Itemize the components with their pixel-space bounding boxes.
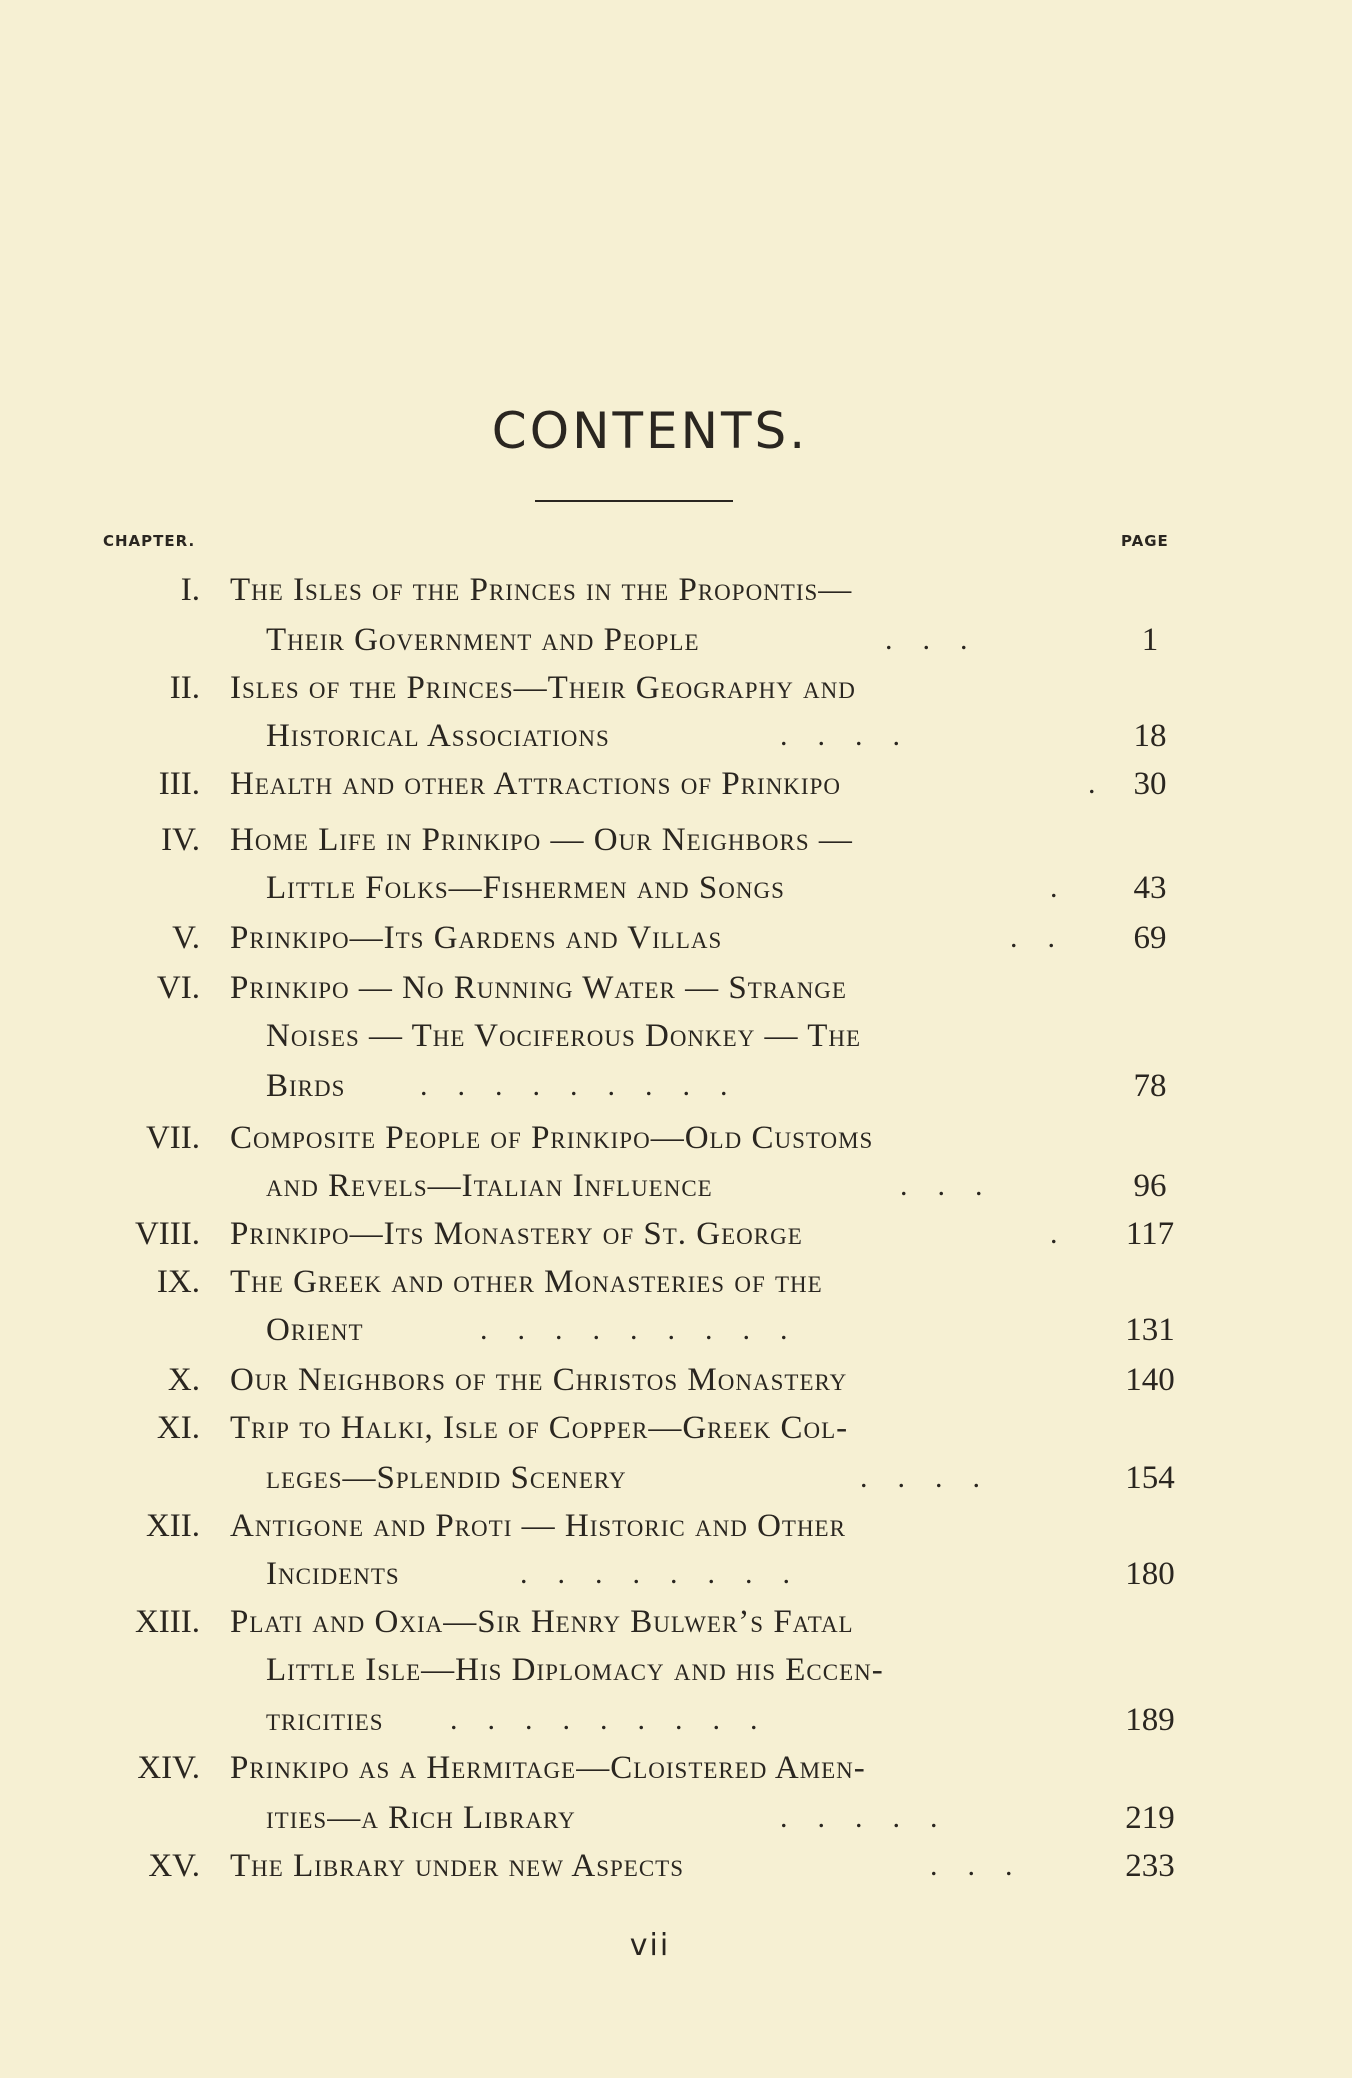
chapter-number: III. xyxy=(158,766,200,802)
page-column-header: PAGE xyxy=(1121,532,1169,550)
chapter-title: Prinkipo as a Hermitage—Cloistered Amen- xyxy=(230,1750,866,1786)
page-number: 1 xyxy=(1141,622,1159,658)
chapter-number: II. xyxy=(169,670,200,706)
chapter-number: XIV. xyxy=(137,1750,200,1786)
dot-leader: ... xyxy=(885,623,998,656)
chapter-title-continued: Birds xyxy=(266,1068,346,1104)
dot-leader: . xyxy=(1088,767,1126,800)
page-number: 233 xyxy=(1125,1848,1175,1884)
chapter-number: IX. xyxy=(156,1264,200,1300)
chapter-title-continued: Incidents xyxy=(266,1556,400,1592)
dot-leader: ........ xyxy=(520,1557,820,1590)
chapter-title-continued: tricities xyxy=(266,1702,384,1738)
dot-leader: ..... xyxy=(780,1801,968,1834)
page-number: 43 xyxy=(1133,870,1167,906)
chapter-title: Home Life in Prinkipo — Our Neighbors — xyxy=(230,822,853,858)
dot-leader: . xyxy=(1050,1217,1088,1250)
chapter-title: Plati and Oxia—Sir Henry Bulwer’s Fatal xyxy=(230,1604,854,1640)
page-number: 18 xyxy=(1133,718,1167,754)
dot-leader: .. xyxy=(1010,921,1085,954)
dot-leader: ......... xyxy=(420,1069,758,1102)
chapter-number: XII. xyxy=(145,1508,200,1544)
page-folio: vii xyxy=(629,1928,671,1963)
chapter-title: The Library under new Aspects xyxy=(230,1848,685,1884)
page-number: 30 xyxy=(1133,766,1167,802)
dot-leader: .... xyxy=(860,1461,1010,1494)
dot-leader: ......... xyxy=(450,1703,788,1736)
chapter-title: Health and other Attractions of Prinkipo xyxy=(230,766,841,802)
page-title: CONTENTS. xyxy=(491,402,809,460)
chapter-title-continued: leges—Splendid Scenery xyxy=(266,1460,627,1496)
page-number: 180 xyxy=(1125,1556,1175,1592)
page-number: 219 xyxy=(1125,1800,1175,1836)
dot-leader: ... xyxy=(900,1169,1013,1202)
page-number: 154 xyxy=(1125,1460,1175,1496)
chapter-title-continued: Noises — The Vociferous Donkey — The xyxy=(266,1018,862,1054)
chapter-title-continued: ities—a Rich Library xyxy=(266,1800,576,1836)
dot-leader: ......... xyxy=(480,1313,818,1346)
dot-leader: .... xyxy=(780,719,930,752)
page-number: 69 xyxy=(1133,920,1167,956)
page-number: 131 xyxy=(1125,1312,1175,1348)
chapter-title-continued: Little Folks—Fishermen and Songs xyxy=(266,870,785,906)
chapter-number: XI. xyxy=(156,1410,200,1446)
chapter-title-continued: Their Government and People xyxy=(266,622,700,658)
chapter-number: V. xyxy=(172,920,200,956)
chapter-title-continued: Historical Associations xyxy=(266,718,610,754)
chapter-number: XV. xyxy=(148,1848,200,1884)
chapter-title: Prinkipo — No Running Water — Strange xyxy=(230,970,847,1006)
chapter-title: Antigone and Proti — Historic and Other xyxy=(230,1508,846,1544)
chapter-title: Prinkipo—Its Monastery of St. George xyxy=(230,1216,803,1252)
page-number: 189 xyxy=(1125,1702,1175,1738)
title-rule xyxy=(535,500,733,502)
chapter-title: Composite People of Prinkipo—Old Customs xyxy=(230,1120,874,1156)
page-number: 96 xyxy=(1133,1168,1167,1204)
chapter-title: Our Neighbors of the Christos Monastery xyxy=(230,1362,848,1398)
chapter-number: X. xyxy=(167,1362,200,1398)
page-number: 140 xyxy=(1125,1362,1175,1398)
chapter-title: Trip to Halki, Isle of Copper—Greek Col- xyxy=(230,1410,849,1446)
chapter-number: IV. xyxy=(161,822,200,858)
chapter-number: VIII. xyxy=(134,1216,200,1252)
dot-leader: . xyxy=(1050,871,1088,904)
page-number: 117 xyxy=(1125,1216,1175,1252)
chapter-number: VII. xyxy=(145,1120,200,1156)
chapter-title: Prinkipo—Its Gardens and Villas xyxy=(230,920,723,956)
dot-leader: ... xyxy=(930,1849,1043,1882)
chapter-column-header: CHAPTER. xyxy=(103,532,196,550)
page-number: 78 xyxy=(1133,1068,1167,1104)
chapter-number: XIII. xyxy=(134,1604,200,1640)
chapter-title-continued: and Revels—Italian Influence xyxy=(266,1168,713,1204)
chapter-title: The Isles of the Princes in the Propontis— xyxy=(230,572,853,608)
chapter-title: Isles of the Princes—Their Geography and xyxy=(230,670,856,706)
chapter-title-continued: Little Isle—His Diplomacy and his Eccen- xyxy=(266,1652,884,1688)
chapter-number: VI. xyxy=(156,970,200,1006)
chapter-number: I. xyxy=(180,572,200,608)
chapter-title: The Greek and other Monasteries of the xyxy=(230,1264,823,1300)
chapter-title-continued: Orient xyxy=(266,1312,364,1348)
